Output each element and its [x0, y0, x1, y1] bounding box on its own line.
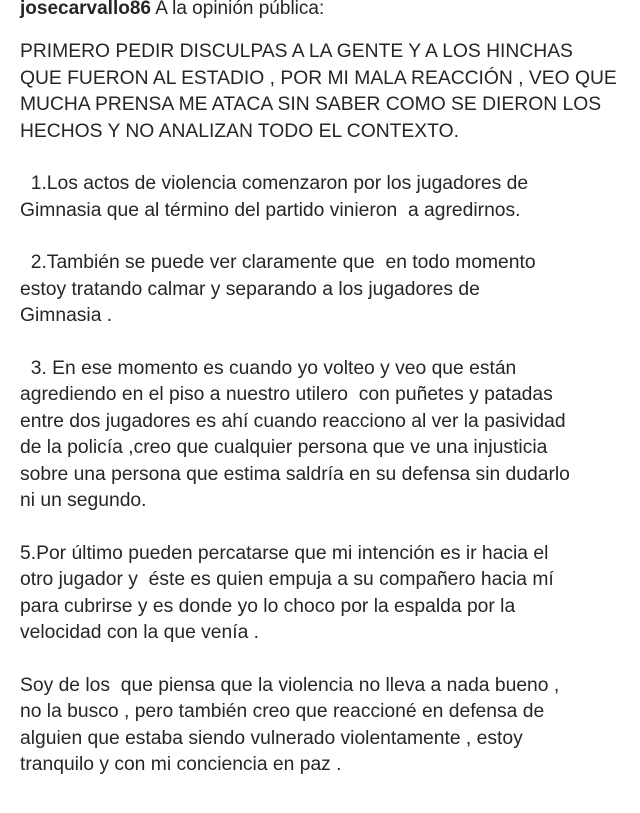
caption-paragraph-point-5: 5.Por último pueden percatarse que mi intención es ir hacia el otro jugador y éste es quien empuja a su compañero hacia mí para cubrirse y es donde yo lo choco por la espalda por la velocidad con la que venía . — [20, 542, 554, 643]
caption-paragraph-apology: PRIMERO PEDIR DISCULPAS A LA GENTE Y A LOS HINCHAS QUE FUERON AL ESTADIO , POR MI MALA REACCIÓN , VEO QUE MUCHA PRENSA ME ATACA SIN SABER COMO SE DIERON LOS HECHOS Y NO ANALIZAN TODO EL CONTEXTO. — [20, 41, 617, 142]
caption-header — [20, 0, 618, 22]
caption-paragraph-point-3: 3. En ese momento es cuando yo volteo y veo que están agrediendo en el piso a nuestro utilero con puñetes y patadas entre dos jugadores es ahí cuando reacciono al ver la pasividad de la policía ,creo que cualquier persona que ve una injusticia sobre una persona que estima saldría en su defensa sin dudarlo ni un segundo. — [20, 357, 570, 511]
caption-intro: A la opinión pública: — [150, 0, 325, 19]
username-link[interactable]: josecarvallo86 — [20, 0, 151, 19]
caption-paragraph-closing: Soy de los que piensa que la violencia no lleva a nada bueno , no la busco , pero también creo que reaccioné en defensa de alguien que estaba siendo vulnerado violentamente , estoy tranquilo y con mi conciencia en paz . — [20, 674, 560, 775]
caption-paragraph-point-1: 1.Los actos de violencia comenzaron por los jugadores de Gimnasia que al término del partido vinieron a agredirnos. — [20, 173, 529, 221]
caption-paragraph-point-2: 2.También se puede ver claramente que en todo momento estoy tratando calmar y separando a los jugadores de Gimnasia . — [20, 252, 536, 326]
